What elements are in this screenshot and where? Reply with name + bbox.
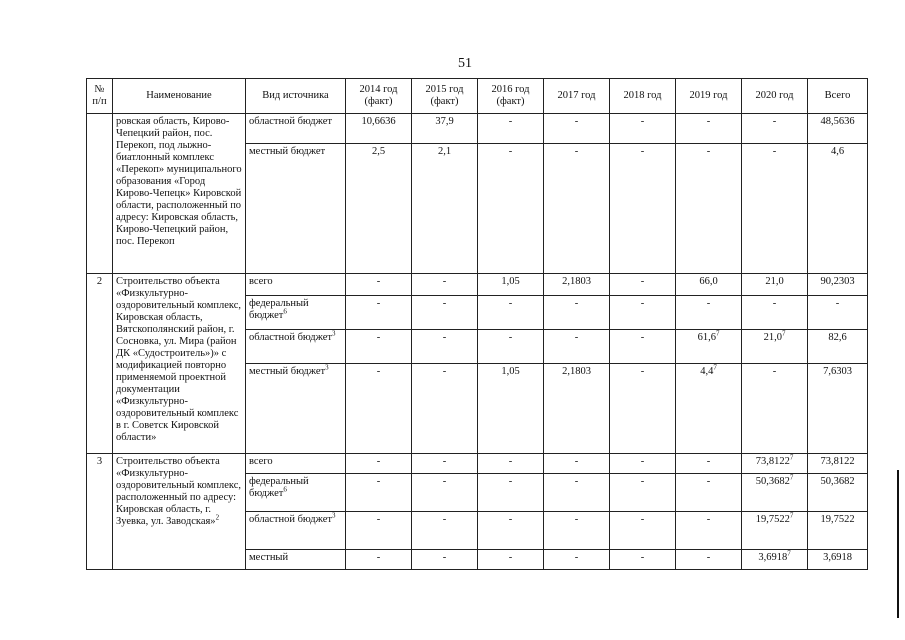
value-2019: 66,0 bbox=[676, 274, 742, 296]
value-2015: - bbox=[412, 330, 478, 364]
header-2019: 2019 год bbox=[676, 79, 742, 114]
value-2018: - bbox=[610, 296, 676, 330]
value-2014: - bbox=[346, 330, 412, 364]
value-2015: - bbox=[412, 550, 478, 570]
row-num bbox=[87, 114, 113, 274]
header-2014: 2014 год (факт) bbox=[346, 79, 412, 114]
value-total: - bbox=[808, 296, 868, 330]
value-2018: - bbox=[610, 330, 676, 364]
value-total: 48,5636 bbox=[808, 114, 868, 144]
value-2020: 21,0 bbox=[742, 274, 808, 296]
value-2018: - bbox=[610, 364, 676, 454]
header-2020: 2020 год bbox=[742, 79, 808, 114]
table-row bbox=[87, 114, 868, 144]
value-2019: - bbox=[676, 454, 742, 474]
value-2015: - bbox=[412, 274, 478, 296]
value-2019: - bbox=[676, 474, 742, 512]
source-type: областной бюджет$^3$ bbox=[246, 330, 346, 364]
value-total: 19,7522 bbox=[808, 512, 868, 550]
source-type: федеральный бюджет$^6$ bbox=[246, 296, 346, 330]
value-2018: - bbox=[610, 144, 676, 274]
value-2015: - bbox=[412, 474, 478, 512]
header-source: Вид источника bbox=[246, 79, 346, 114]
object-name: Строительство объекта «Физкультурно-оздоровительный комплекс, расположенный по адресу: Кировская область, г. Зуевка, ул. Заводская»$^2$ bbox=[113, 454, 246, 570]
value-2014: 2,5 bbox=[346, 144, 412, 274]
header-total: Всего bbox=[808, 79, 868, 114]
source-type: местный bbox=[246, 550, 346, 570]
value-2016: - bbox=[478, 454, 544, 474]
value-2015: - bbox=[412, 512, 478, 550]
value-2016: 1,05 bbox=[478, 274, 544, 296]
value-2015: 2,1 bbox=[412, 144, 478, 274]
value-2014: 10,6636 bbox=[346, 114, 412, 144]
value-2017: - bbox=[544, 550, 610, 570]
value-2015: - bbox=[412, 364, 478, 454]
source-type: местный бюджет$^3$ bbox=[246, 364, 346, 454]
table-row bbox=[87, 274, 868, 296]
value-2020: 50,3682$^7$ bbox=[742, 474, 808, 512]
value-2017: - bbox=[544, 474, 610, 512]
header-row bbox=[87, 79, 868, 114]
value-2020: - bbox=[742, 144, 808, 274]
value-2016: - bbox=[478, 550, 544, 570]
value-2019: - bbox=[676, 512, 742, 550]
value-2017: - bbox=[544, 144, 610, 274]
header-name: Наименование bbox=[113, 79, 246, 114]
header-num: № п/п bbox=[87, 79, 113, 114]
value-2016: - bbox=[478, 330, 544, 364]
value-total: 90,2303 bbox=[808, 274, 868, 296]
value-2019: - bbox=[676, 550, 742, 570]
value-2020: 3,6918$^7$ bbox=[742, 550, 808, 570]
budget-table bbox=[86, 78, 868, 570]
value-2016: - bbox=[478, 474, 544, 512]
value-2017: - bbox=[544, 454, 610, 474]
header-2017: 2017 год bbox=[544, 79, 610, 114]
source-type: областной бюджет bbox=[246, 114, 346, 144]
value-2015: 37,9 bbox=[412, 114, 478, 144]
value-2015: - bbox=[412, 454, 478, 474]
value-2020: 21,0$^7$ bbox=[742, 330, 808, 364]
row-num: 3 bbox=[87, 454, 113, 570]
value-2019: - bbox=[676, 296, 742, 330]
value-total: 50,3682 bbox=[808, 474, 868, 512]
value-2014: - bbox=[346, 274, 412, 296]
value-total: 4,6 bbox=[808, 144, 868, 274]
object-name: Строительство объекта «Физкультурно-оздоровительный комплекс, Кировская область, Вятскополянский район, г. Сосновка, ул. Мира (район ДК «Судостроитель»)» с модификацией повторно применяемой проектной документации «Физкультурно-оздоровительный комплекс в г. Советск Кировской области» bbox=[113, 274, 246, 454]
value-2020: - bbox=[742, 114, 808, 144]
value-2017: - bbox=[544, 296, 610, 330]
value-2015: - bbox=[412, 296, 478, 330]
source-type: всего bbox=[246, 274, 346, 296]
value-2017: - bbox=[544, 330, 610, 364]
value-2020: - bbox=[742, 296, 808, 330]
value-2014: - bbox=[346, 296, 412, 330]
table-row bbox=[87, 454, 868, 474]
source-type: всего bbox=[246, 454, 346, 474]
source-type: местный бюджет bbox=[246, 144, 346, 274]
header-2015: 2015 год (факт) bbox=[412, 79, 478, 114]
value-2018: - bbox=[610, 550, 676, 570]
value-2014: - bbox=[346, 454, 412, 474]
header-2018: 2018 год bbox=[610, 79, 676, 114]
value-2016: 1,05 bbox=[478, 364, 544, 454]
value-2014: - bbox=[346, 474, 412, 512]
value-2017: - bbox=[544, 512, 610, 550]
value-2020: 73,8122$^7$ bbox=[742, 454, 808, 474]
value-2014: - bbox=[346, 364, 412, 454]
value-2016: - bbox=[478, 296, 544, 330]
scan-edge-line bbox=[897, 470, 899, 618]
value-2019: $4,4^7$ bbox=[676, 364, 742, 454]
value-2018: - bbox=[610, 512, 676, 550]
value-2017: 2,1803 bbox=[544, 364, 610, 454]
source-type: федеральный бюджет$^6$ bbox=[246, 474, 346, 512]
value-2018: - bbox=[610, 114, 676, 144]
value-2016: - bbox=[478, 144, 544, 274]
header-2016: 2016 год (факт) bbox=[478, 79, 544, 114]
object-name: ровская область, Кирово-Чепецкий район, пос. Перекоп, под лыжно-биатлонный комплекс «Перекоп» муниципального образования «Город Кирово-Чепецк» Кировской области, расположенный по адресу: Кировская область, Кирово-Чепецкий район, пос. Перекоп bbox=[113, 114, 246, 274]
value-2019: 61,6$^7$ bbox=[676, 330, 742, 364]
value-total: 7,6303 bbox=[808, 364, 868, 454]
value-2019: - bbox=[676, 144, 742, 274]
value-2016: - bbox=[478, 114, 544, 144]
value-2018: - bbox=[610, 274, 676, 296]
value-2018: - bbox=[610, 474, 676, 512]
row-num: 2 bbox=[87, 274, 113, 454]
value-total: 73,8122 bbox=[808, 454, 868, 474]
page-number: 51 bbox=[458, 56, 472, 71]
value-2017: 2,1803 bbox=[544, 274, 610, 296]
value-2020: 19,7522$^7$ bbox=[742, 512, 808, 550]
value-2016: - bbox=[478, 512, 544, 550]
value-2017: - bbox=[544, 114, 610, 144]
value-2020: - bbox=[742, 364, 808, 454]
source-type: областной бюджет$^3$ bbox=[246, 512, 346, 550]
value-2014: - bbox=[346, 512, 412, 550]
value-2014: - bbox=[346, 550, 412, 570]
value-total: 3,6918 bbox=[808, 550, 868, 570]
value-2018: - bbox=[610, 454, 676, 474]
value-total: 82,6 bbox=[808, 330, 868, 364]
value-2019: - bbox=[676, 114, 742, 144]
